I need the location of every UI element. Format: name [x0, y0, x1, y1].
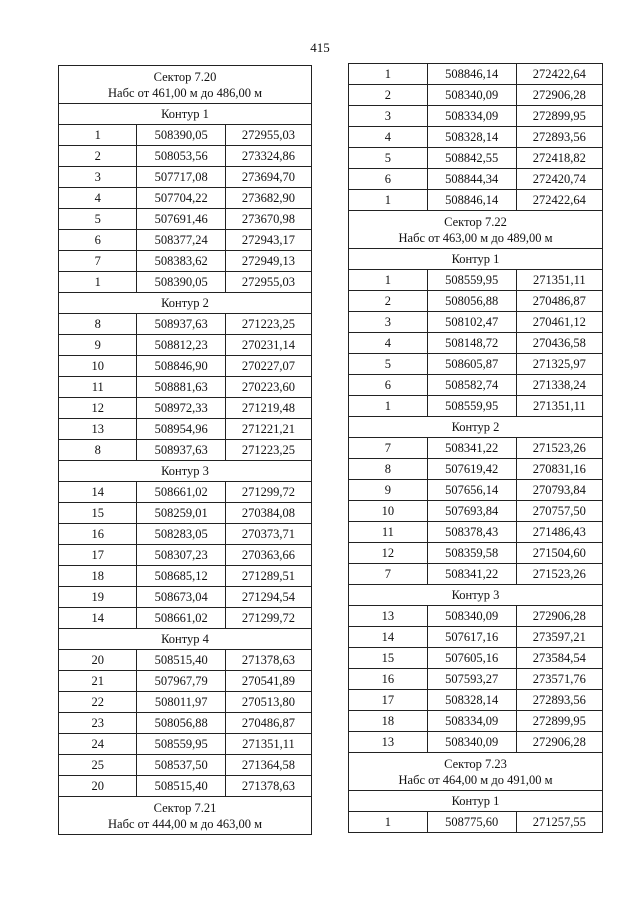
coordinate-y: 272906,28: [516, 85, 602, 106]
table-row: [349, 648, 603, 669]
coordinate-x: 508559,95: [427, 270, 516, 291]
point-number: 5: [349, 148, 428, 169]
table-row: [59, 419, 312, 440]
coordinate-x: 508259,01: [137, 503, 226, 524]
point-number: 17: [59, 545, 137, 566]
table-row: [349, 711, 603, 732]
point-number: 5: [59, 209, 137, 230]
coordinate-y: 271378,63: [225, 650, 311, 671]
coordinate-x: 508053,56: [137, 146, 226, 167]
point-number: 19: [59, 587, 137, 608]
coordinate-y: 270373,71: [225, 524, 311, 545]
coordinate-y: 271221,21: [225, 419, 311, 440]
contour-header-row: [349, 249, 603, 270]
coordinate-y: 272906,28: [516, 732, 602, 753]
coordinate-x: 508334,09: [427, 106, 516, 127]
coordinate-y: 273324,86: [225, 146, 311, 167]
coordinate-y: 270227,07: [225, 356, 311, 377]
sector-title: Сектор 7.20: [153, 70, 217, 84]
table-row: [59, 440, 312, 461]
table-row: [349, 669, 603, 690]
table-row: [59, 587, 312, 608]
coordinate-y: 272893,56: [516, 127, 602, 148]
table-row: [349, 606, 603, 627]
table-row: [349, 459, 603, 480]
point-number: 7: [349, 564, 428, 585]
coordinate-y: 271351,11: [516, 270, 602, 291]
coordinate-x: 508515,40: [137, 650, 226, 671]
coordinate-y: 271523,26: [516, 438, 602, 459]
point-number: 8: [59, 314, 137, 335]
table-row: [59, 377, 312, 398]
coordinate-y: 270384,08: [225, 503, 311, 524]
coordinate-y: 270223,60: [225, 377, 311, 398]
contour-header-row: [59, 461, 312, 482]
table-row: [59, 692, 312, 713]
sector-header: [349, 753, 603, 791]
coordinate-y: 271299,72: [225, 608, 311, 629]
point-number: 17: [349, 690, 428, 711]
table-row: [59, 776, 312, 797]
coordinate-x: 507704,22: [137, 188, 226, 209]
coordinate-x: 507656,14: [427, 480, 516, 501]
contour-label: Контур 1: [349, 249, 603, 270]
table-row: [59, 230, 312, 251]
point-number: 7: [349, 438, 428, 459]
coordinate-y: 273694,70: [225, 167, 311, 188]
table-row: [59, 125, 312, 146]
table-row: [59, 524, 312, 545]
table-row: [349, 732, 603, 753]
table-row: [349, 169, 603, 190]
coordinate-y: 271219,48: [225, 398, 311, 419]
table-row: [349, 396, 603, 417]
sector-header-row: [349, 211, 603, 249]
coordinate-x: 508328,14: [427, 690, 516, 711]
coordinates-table-right: [348, 63, 603, 833]
point-number: 3: [59, 167, 137, 188]
coordinate-x: 507967,79: [137, 671, 226, 692]
sector-header-row: [349, 753, 603, 791]
point-number: 6: [349, 375, 428, 396]
coordinate-x: 508559,95: [427, 396, 516, 417]
table-row: [59, 503, 312, 524]
table-row: [349, 270, 603, 291]
coordinate-x: 508307,23: [137, 545, 226, 566]
coordinate-y: 272422,64: [516, 190, 602, 211]
table-row: [59, 398, 312, 419]
coordinate-x: 508775,60: [427, 812, 516, 833]
sector-title: Сектор 7.23: [444, 757, 507, 771]
point-number: 13: [59, 419, 137, 440]
point-number: 9: [349, 480, 428, 501]
coordinate-x: 508283,05: [137, 524, 226, 545]
table-row: [59, 734, 312, 755]
coordinate-y: 271364,58: [225, 755, 311, 776]
coordinate-y: 272893,56: [516, 690, 602, 711]
point-number: 13: [349, 732, 428, 753]
coordinate-y: 271294,54: [225, 587, 311, 608]
point-number: 1: [59, 125, 137, 146]
point-number: 1: [349, 812, 428, 833]
point-number: 22: [59, 692, 137, 713]
table-row: [349, 375, 603, 396]
coordinate-x: 508390,05: [137, 125, 226, 146]
point-number: 23: [59, 713, 137, 734]
coordinate-y: 271257,55: [516, 812, 602, 833]
table-row: [349, 480, 603, 501]
point-number: 4: [59, 188, 137, 209]
coordinate-x: 508056,88: [427, 291, 516, 312]
coordinate-x: 508390,05: [137, 272, 226, 293]
coordinate-y: 271325,97: [516, 354, 602, 375]
point-number: 1: [349, 64, 428, 85]
coordinate-x: 508340,09: [427, 606, 516, 627]
coordinate-y: 270486,87: [225, 713, 311, 734]
coordinate-x: 508340,09: [427, 85, 516, 106]
coordinate-y: 270486,87: [516, 291, 602, 312]
coordinate-y: 270541,89: [225, 671, 311, 692]
coordinate-x: 508340,09: [427, 732, 516, 753]
coordinate-x: 508148,72: [427, 333, 516, 354]
point-number: 13: [349, 606, 428, 627]
point-number: 14: [59, 482, 137, 503]
table-row: [349, 501, 603, 522]
table-row: [59, 146, 312, 167]
table-row: [349, 627, 603, 648]
table-row: [349, 354, 603, 375]
table-row: [349, 812, 603, 833]
table-row: [349, 312, 603, 333]
contour-header-row: [59, 293, 312, 314]
table-row: [349, 333, 603, 354]
point-number: 20: [59, 776, 137, 797]
coordinate-y: 272955,03: [225, 272, 311, 293]
table-row: [59, 209, 312, 230]
point-number: 18: [59, 566, 137, 587]
table-row: [59, 188, 312, 209]
coordinate-x: 508846,14: [427, 64, 516, 85]
point-number: 14: [349, 627, 428, 648]
point-number: 5: [349, 354, 428, 375]
point-number: 2: [59, 146, 137, 167]
contour-header-row: [349, 585, 603, 606]
coordinate-y: 271351,11: [225, 734, 311, 755]
point-number: 3: [349, 106, 428, 127]
coordinate-y: 272418,82: [516, 148, 602, 169]
coordinate-y: 272949,13: [225, 251, 311, 272]
coordinate-y: 271299,72: [225, 482, 311, 503]
coordinate-y: 273670,98: [225, 209, 311, 230]
point-number: 16: [349, 669, 428, 690]
coordinate-y: 272422,64: [516, 64, 602, 85]
coordinate-y: 270436,58: [516, 333, 602, 354]
sector-elevation-range: Набс от 444,00 м до 463,00 м: [108, 817, 262, 831]
point-number: 16: [59, 524, 137, 545]
coordinate-y: 273571,76: [516, 669, 602, 690]
coordinate-x: 508383,62: [137, 251, 226, 272]
sector-header: [59, 797, 312, 835]
point-number: 1: [59, 272, 137, 293]
point-number: 7: [59, 251, 137, 272]
point-number: 1: [349, 270, 428, 291]
coordinate-x: 508842,55: [427, 148, 516, 169]
table-row: [59, 755, 312, 776]
table-row: [59, 650, 312, 671]
contour-label: Контур 3: [349, 585, 603, 606]
sector-header: [349, 211, 603, 249]
contour-header-row: [59, 104, 312, 125]
sector-header: [59, 66, 312, 104]
contour-header-row: [59, 629, 312, 650]
coordinate-y: 270757,50: [516, 501, 602, 522]
table-row: [349, 543, 603, 564]
point-number: 15: [59, 503, 137, 524]
coordinate-x: 508954,96: [137, 419, 226, 440]
coordinate-y: 270461,12: [516, 312, 602, 333]
coordinate-x: 508661,02: [137, 482, 226, 503]
table-row: [349, 438, 603, 459]
coordinate-y: 271223,25: [225, 314, 311, 335]
coordinate-x: 508937,63: [137, 314, 226, 335]
point-number: 21: [59, 671, 137, 692]
table-row: [349, 564, 603, 585]
coordinate-x: 508378,43: [427, 522, 516, 543]
coordinate-x: 508605,87: [427, 354, 516, 375]
point-number: 12: [59, 398, 137, 419]
coordinate-x: 508377,24: [137, 230, 226, 251]
contour-label: Контур 1: [349, 791, 603, 812]
table-row: [59, 566, 312, 587]
coordinate-y: 271289,51: [225, 566, 311, 587]
table-row: [349, 64, 603, 85]
sector-elevation-range: Набс от 463,00 м до 489,00 м: [398, 231, 553, 245]
point-number: 3: [349, 312, 428, 333]
coordinate-x: 508341,22: [427, 438, 516, 459]
point-number: 24: [59, 734, 137, 755]
coordinate-y: 270831,16: [516, 459, 602, 480]
point-number: 12: [349, 543, 428, 564]
table-row: [349, 690, 603, 711]
coordinate-x: 507717,08: [137, 167, 226, 188]
coordinate-x: 507693,84: [427, 501, 516, 522]
sector-elevation-range: Набс от 461,00 м до 486,00 м: [108, 86, 262, 100]
coordinate-x: 508582,74: [427, 375, 516, 396]
coordinate-y: 272955,03: [225, 125, 311, 146]
coordinate-x: 508846,14: [427, 190, 516, 211]
table-row: [349, 190, 603, 211]
point-number: 15: [349, 648, 428, 669]
sector-header-row: [59, 66, 312, 104]
coordinate-y: 272420,74: [516, 169, 602, 190]
table-row: [349, 291, 603, 312]
point-number: 8: [59, 440, 137, 461]
coordinate-x: 507593,27: [427, 669, 516, 690]
sector-title: Сектор 7.21: [153, 801, 217, 815]
coordinate-y: 271351,11: [516, 396, 602, 417]
contour-label: Контур 2: [349, 417, 603, 438]
coordinate-x: 507617,16: [427, 627, 516, 648]
point-number: 25: [59, 755, 137, 776]
coordinate-x: 508673,04: [137, 587, 226, 608]
coordinate-y: 271523,26: [516, 564, 602, 585]
table-row: [59, 356, 312, 377]
point-number: 11: [59, 377, 137, 398]
coordinate-y: 270231,14: [225, 335, 311, 356]
coordinate-y: 271378,63: [225, 776, 311, 797]
coordinate-y: 272943,17: [225, 230, 311, 251]
point-number: 14: [59, 608, 137, 629]
coordinate-x: 508537,50: [137, 755, 226, 776]
page-number: 415: [310, 40, 330, 55]
coordinate-y: 271338,24: [516, 375, 602, 396]
contour-label: Контур 1: [59, 104, 312, 125]
contour-label: Контур 2: [59, 293, 312, 314]
coordinate-x: 508011,97: [137, 692, 226, 713]
table-row: [59, 608, 312, 629]
coordinate-x: 508559,95: [137, 734, 226, 755]
contour-label: Контур 4: [59, 629, 312, 650]
table-row: [59, 335, 312, 356]
coordinate-x: 508328,14: [427, 127, 516, 148]
contour-header-row: [349, 417, 603, 438]
table-row: [59, 272, 312, 293]
coordinate-x: 508972,33: [137, 398, 226, 419]
table-row: [59, 482, 312, 503]
coordinate-y: 273682,90: [225, 188, 311, 209]
point-number: 1: [349, 190, 428, 211]
table-row: [349, 106, 603, 127]
coordinate-y: 273597,21: [516, 627, 602, 648]
point-number: 11: [349, 522, 428, 543]
point-number: 6: [349, 169, 428, 190]
table-row: [349, 127, 603, 148]
coordinate-x: 507691,46: [137, 209, 226, 230]
coordinate-x: 508937,63: [137, 440, 226, 461]
coordinate-x: 508102,47: [427, 312, 516, 333]
point-number: 2: [349, 291, 428, 312]
table-row: [59, 314, 312, 335]
coordinate-y: 270513,80: [225, 692, 311, 713]
coordinate-y: 271223,25: [225, 440, 311, 461]
table-row: [349, 85, 603, 106]
table-row: [349, 148, 603, 169]
coordinate-x: 508515,40: [137, 776, 226, 797]
coordinate-x: 508661,02: [137, 608, 226, 629]
point-number: 6: [59, 230, 137, 251]
coordinate-y: 271486,43: [516, 522, 602, 543]
coordinate-y: 272906,28: [516, 606, 602, 627]
point-number: 18: [349, 711, 428, 732]
point-number: 4: [349, 127, 428, 148]
coordinate-x: 508341,22: [427, 564, 516, 585]
coordinate-x: 508334,09: [427, 711, 516, 732]
point-number: 2: [349, 85, 428, 106]
coordinate-x: 508881,63: [137, 377, 226, 398]
coordinate-x: 507619,42: [427, 459, 516, 480]
point-number: 9: [59, 335, 137, 356]
sector-title: Сектор 7.22: [444, 215, 507, 229]
coordinate-y: 272899,95: [516, 711, 602, 732]
coordinate-y: 272899,95: [516, 106, 602, 127]
coordinate-x: 508844,34: [427, 169, 516, 190]
coordinate-x: 508846,90: [137, 356, 226, 377]
point-number: 8: [349, 459, 428, 480]
table-row: [59, 251, 312, 272]
point-number: 10: [59, 356, 137, 377]
contour-header-row: [349, 791, 603, 812]
coordinate-y: 270793,84: [516, 480, 602, 501]
coordinate-x: 508812,23: [137, 335, 226, 356]
table-row: [59, 671, 312, 692]
table-row: [59, 713, 312, 734]
point-number: 10: [349, 501, 428, 522]
point-number: 4: [349, 333, 428, 354]
coordinate-y: 273584,54: [516, 648, 602, 669]
sector-header-row: [59, 797, 312, 835]
coordinate-x: 508359,58: [427, 543, 516, 564]
table-row: [349, 522, 603, 543]
coordinate-x: 508685,12: [137, 566, 226, 587]
point-number: 1: [349, 396, 428, 417]
coordinate-y: 271504,60: [516, 543, 602, 564]
coordinate-x: 507605,16: [427, 648, 516, 669]
table-row: [59, 545, 312, 566]
table-row: [59, 167, 312, 188]
coordinates-table-left: [58, 65, 312, 835]
coordinate-y: 270363,66: [225, 545, 311, 566]
coordinate-x: 508056,88: [137, 713, 226, 734]
point-number: 20: [59, 650, 137, 671]
contour-label: Контур 3: [59, 461, 312, 482]
sector-elevation-range: Набс от 464,00 м до 491,00 м: [398, 773, 553, 787]
